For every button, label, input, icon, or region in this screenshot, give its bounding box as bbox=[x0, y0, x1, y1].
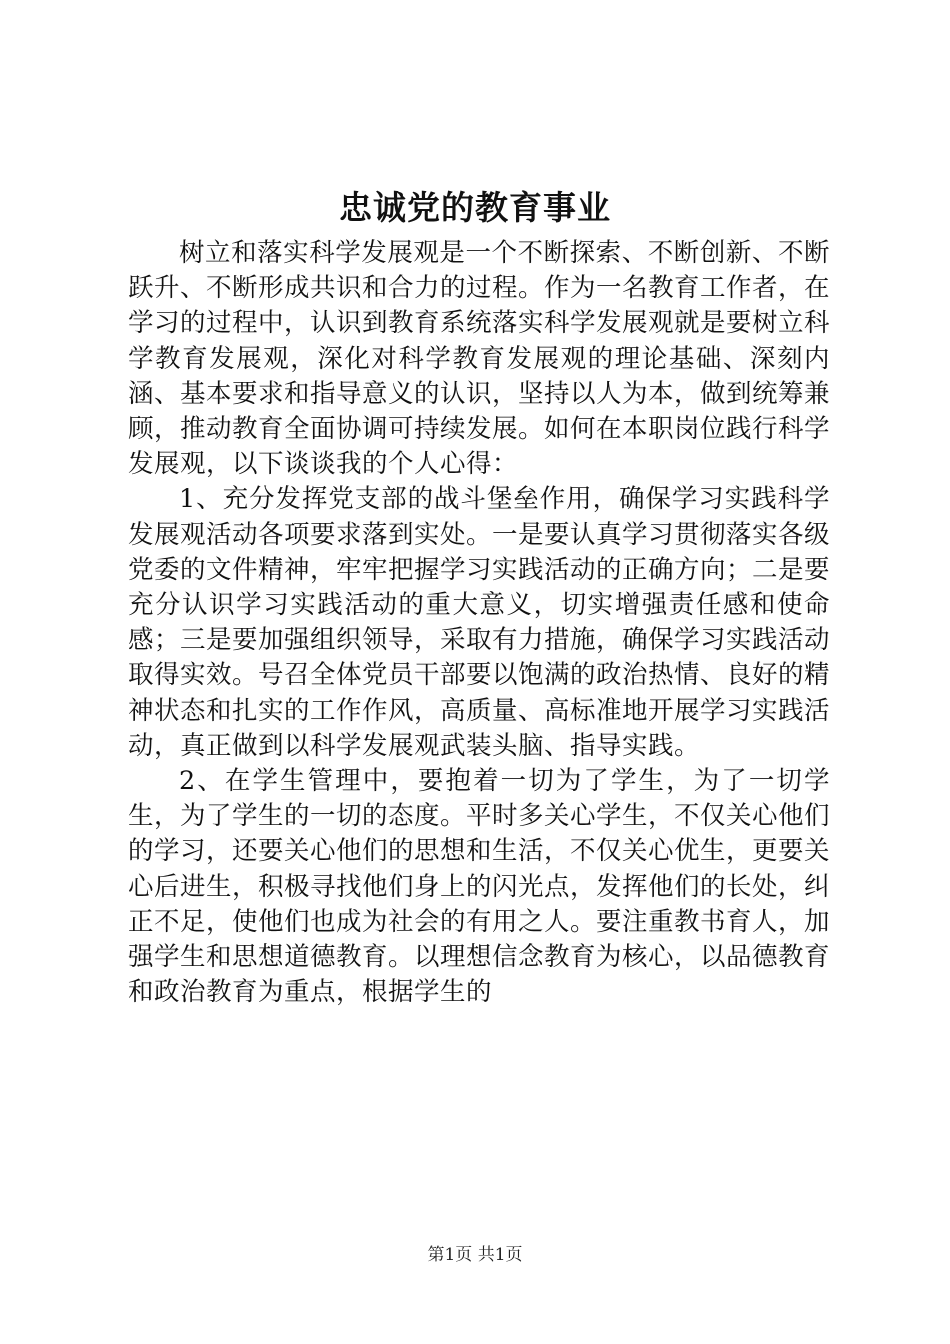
paragraph-point-2: 2、在学生管理中，要抱着一切为了学生，为了一切学生，为了学生的一切的态度。平时多关心学生，不仅关心他们的学习，还要关心他们的思想和生活，不仅关心优生，更要关心后进生，积极寻找他们身上的闪光点，发挥他们的长处，纠正不足，使他们也成为社会的有用之人。要注重教书育人，加强学生和思想道德教育。以理想信念教育为核心，以品德教育和政治教育为重点，根据学生的 bbox=[128, 766, 831, 1008]
paragraph-point-1: 1、充分发挥党支部的战斗堡垒作用，确保学习实践科学发展观活动各项要求落到实处。一是要认真学习贯彻落实各级党委的文件精神，牢牢把握学习实践活动的正确方向；二是要充分认识学习实践活动的重大意义，切实增强责任感和使命感；三是要加强组织领导，采取有力措施，确保学习实践活动取得实效。号召全体党员干部要以饱满的政治热情、良好的精神状态和扎实的工作作风，高质量、高标准地开展学习实践活动，真正做到以科学发展观武装头脑、指导实践。 bbox=[128, 484, 831, 761]
page-footer: 第1页 共1页 bbox=[427, 1245, 523, 1265]
paragraph-intro: 树立和落实科学发展观是一个不断探索、不断创新、不断跃升、不断形成共识和合力的过程。作为一名教育工作者，在学习的过程中，认识到教育系统落实科学发展观就是要树立科学教育发展观，深化对科学教育发展观的理论基础、深刻内涵、基本要求和指导意义的认识，坚持以人为本，做到统筹兼顾，推动教育全面协调可持续发展。如何在本职岗位践行科学发展观，以下谈谈我的个人心得： bbox=[128, 238, 831, 480]
document-title: 忠诚党的教育事业 bbox=[339, 188, 611, 227]
document-body bbox=[128, 236, 830, 1010]
